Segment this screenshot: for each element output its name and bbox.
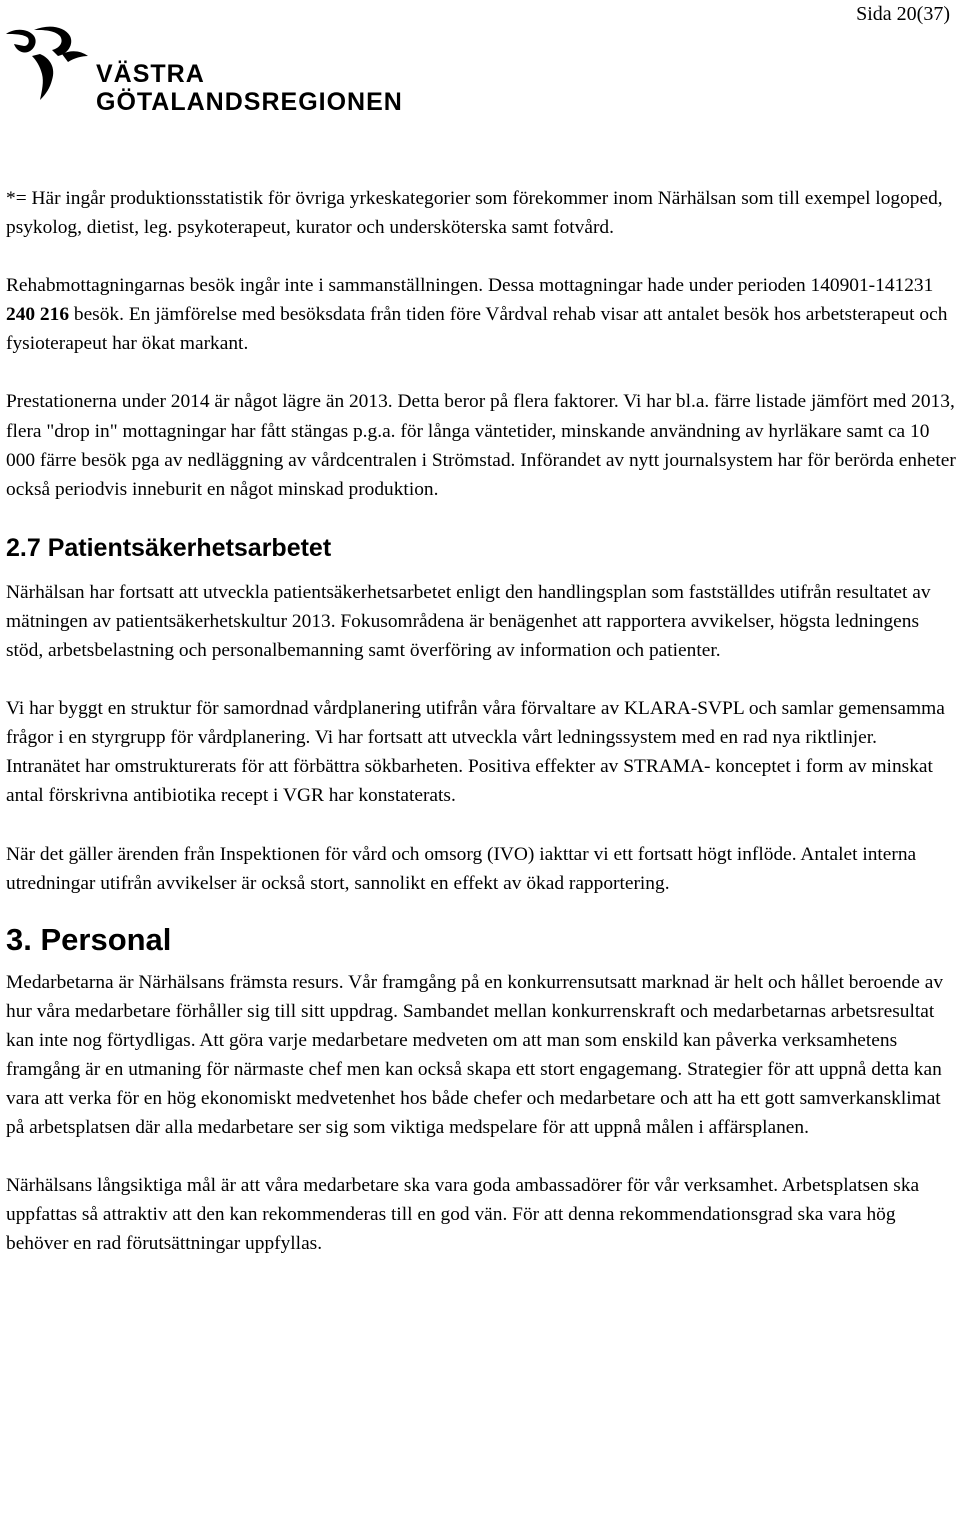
page-number: Sida 20(37) <box>856 3 950 25</box>
patient-safety-paragraph-3: När det gäller ärenden från Inspektionen för vård och omsorg (IVO) iakttar vi ett fortsatt högt inflöde. Antalet interna utredningar utifrån avvikelser är också stort, sannolikt en effekt av ökad rapportering. <box>6 843 917 894</box>
rehab-text-part1: Rehabmottagningarnas besök ingår inte i sammanställningen. Dessa mottagningar hade under perioden 140901-141231 <box>6 275 934 297</box>
vastra-gotalandsregionen-logo <box>4 24 403 116</box>
personal-paragraph-2: Närhälsans långsiktiga mål är att våra medarbetare ska vara goda ambassadörer för vår verksamhet. Arbetsplatsen ska uppfattas så attraktiv att den kan rekommenderas till en god vän. För att denna rekommendationsgrad ska vara hög behöver en rad förutsättningar uppfyllas. <box>6 1175 920 1255</box>
logo-text-line1: VÄSTRA <box>96 60 205 88</box>
rehab-paragraph <box>6 271 956 358</box>
section-heading-patient-safety: 2.7 Patientsäkerhetsarbetet <box>6 533 332 562</box>
document-body <box>6 184 956 1259</box>
footnote-paragraph: *= Här ingår produktionsstatistik för övriga yrkeskategorier som förekommer inom Närhälsan som till exempel logoped, psykolog, dietist, leg. psykoterapeut, kurator och undersköterska samt fotvård. <box>6 188 943 239</box>
patient-safety-paragraph-1: Närhälsan har fortsatt att utveckla patientsäkerhetsarbetet enligt den handlingsplan som fastställdes utifrån resultatet av mätningen av patientsäkerhetskultur 2013. Fokusområdena är benägenhet att rapportera avvikelser, högsta ledningens stöd, arbetsbelastning och personalbemanning samt överföring av information och patienter. <box>6 581 931 662</box>
rehab-text-part2: besök. En jämförelse med besöksdata från tiden före Vårdval rehab visar att antalet besök hos arbetsterapeut och fysioterapeut har ökat markant. <box>6 304 948 355</box>
patient-safety-paragraph-2: Vi har byggt en struktur för samordnad vårdplanering utifrån våra förvaltare av KLARA-SVPL och samlar gemensamma frågor i en styrgrupp för vårdplanering. Vi har fortsatt att utveckla vårt ledningssystem med en rad nya riktlinjer. Intranätet har omstrukturerats för att förbättra sökbarheten. Positiva effekter av STRAMA- konceptet i form av minskat antal förskrivna antibiotika recept i VGR har konstaterats. <box>6 698 945 807</box>
prestation-paragraph: Prestationerna under 2014 är något lägre än 2013. Detta beror på flera faktorer. Vi har bl.a. färre listade jämfört med 2013, flera "drop in" mottagningar har fått stängas p.g.a. för långa väntetider, minskande användning av hyrläkare samt ca 10 000 färre besök pga av nedläggning av vårdcentralen i Strömstad. Införandet av nytt journalsystem har för berörda enheter också periodvis inneburit en något minskad produktion. <box>6 391 956 500</box>
section-heading-personal: 3. Personal <box>6 921 172 957</box>
logo-text-line2: GÖTALANDSREGIONEN <box>96 88 403 116</box>
personal-paragraph-1: Medarbetarna är Närhälsans främsta resurs. Vår framgång på en konkurrensutsatt marknad är helt och hållet beroende av hur våra medarbetare förhåller sig till sitt uppdrag. Sambandet mellan konkurrenskraft och medarbetarnas arbetsresultat kan inte nog förtydligas. Att göra varje medarbetare medveten om att man som enskild kan påverka verksamhetens framgång är en utmaning för närmaste chef men kan också skapa ett stort engagemang. Strategier för att uppnå detta kan vara att verka för en hög ekonomiskt medvetenhet hos både chefer och medarbetare och att ha ett gott samverkansklimat på arbetsplatsen där alla medarbetare ser sig som viktiga medspelare för att uppnå målen i affärsplanen. <box>6 971 944 1139</box>
rehab-visits-number: 240 216 <box>6 304 70 326</box>
logo-mark-icon <box>4 24 94 104</box>
